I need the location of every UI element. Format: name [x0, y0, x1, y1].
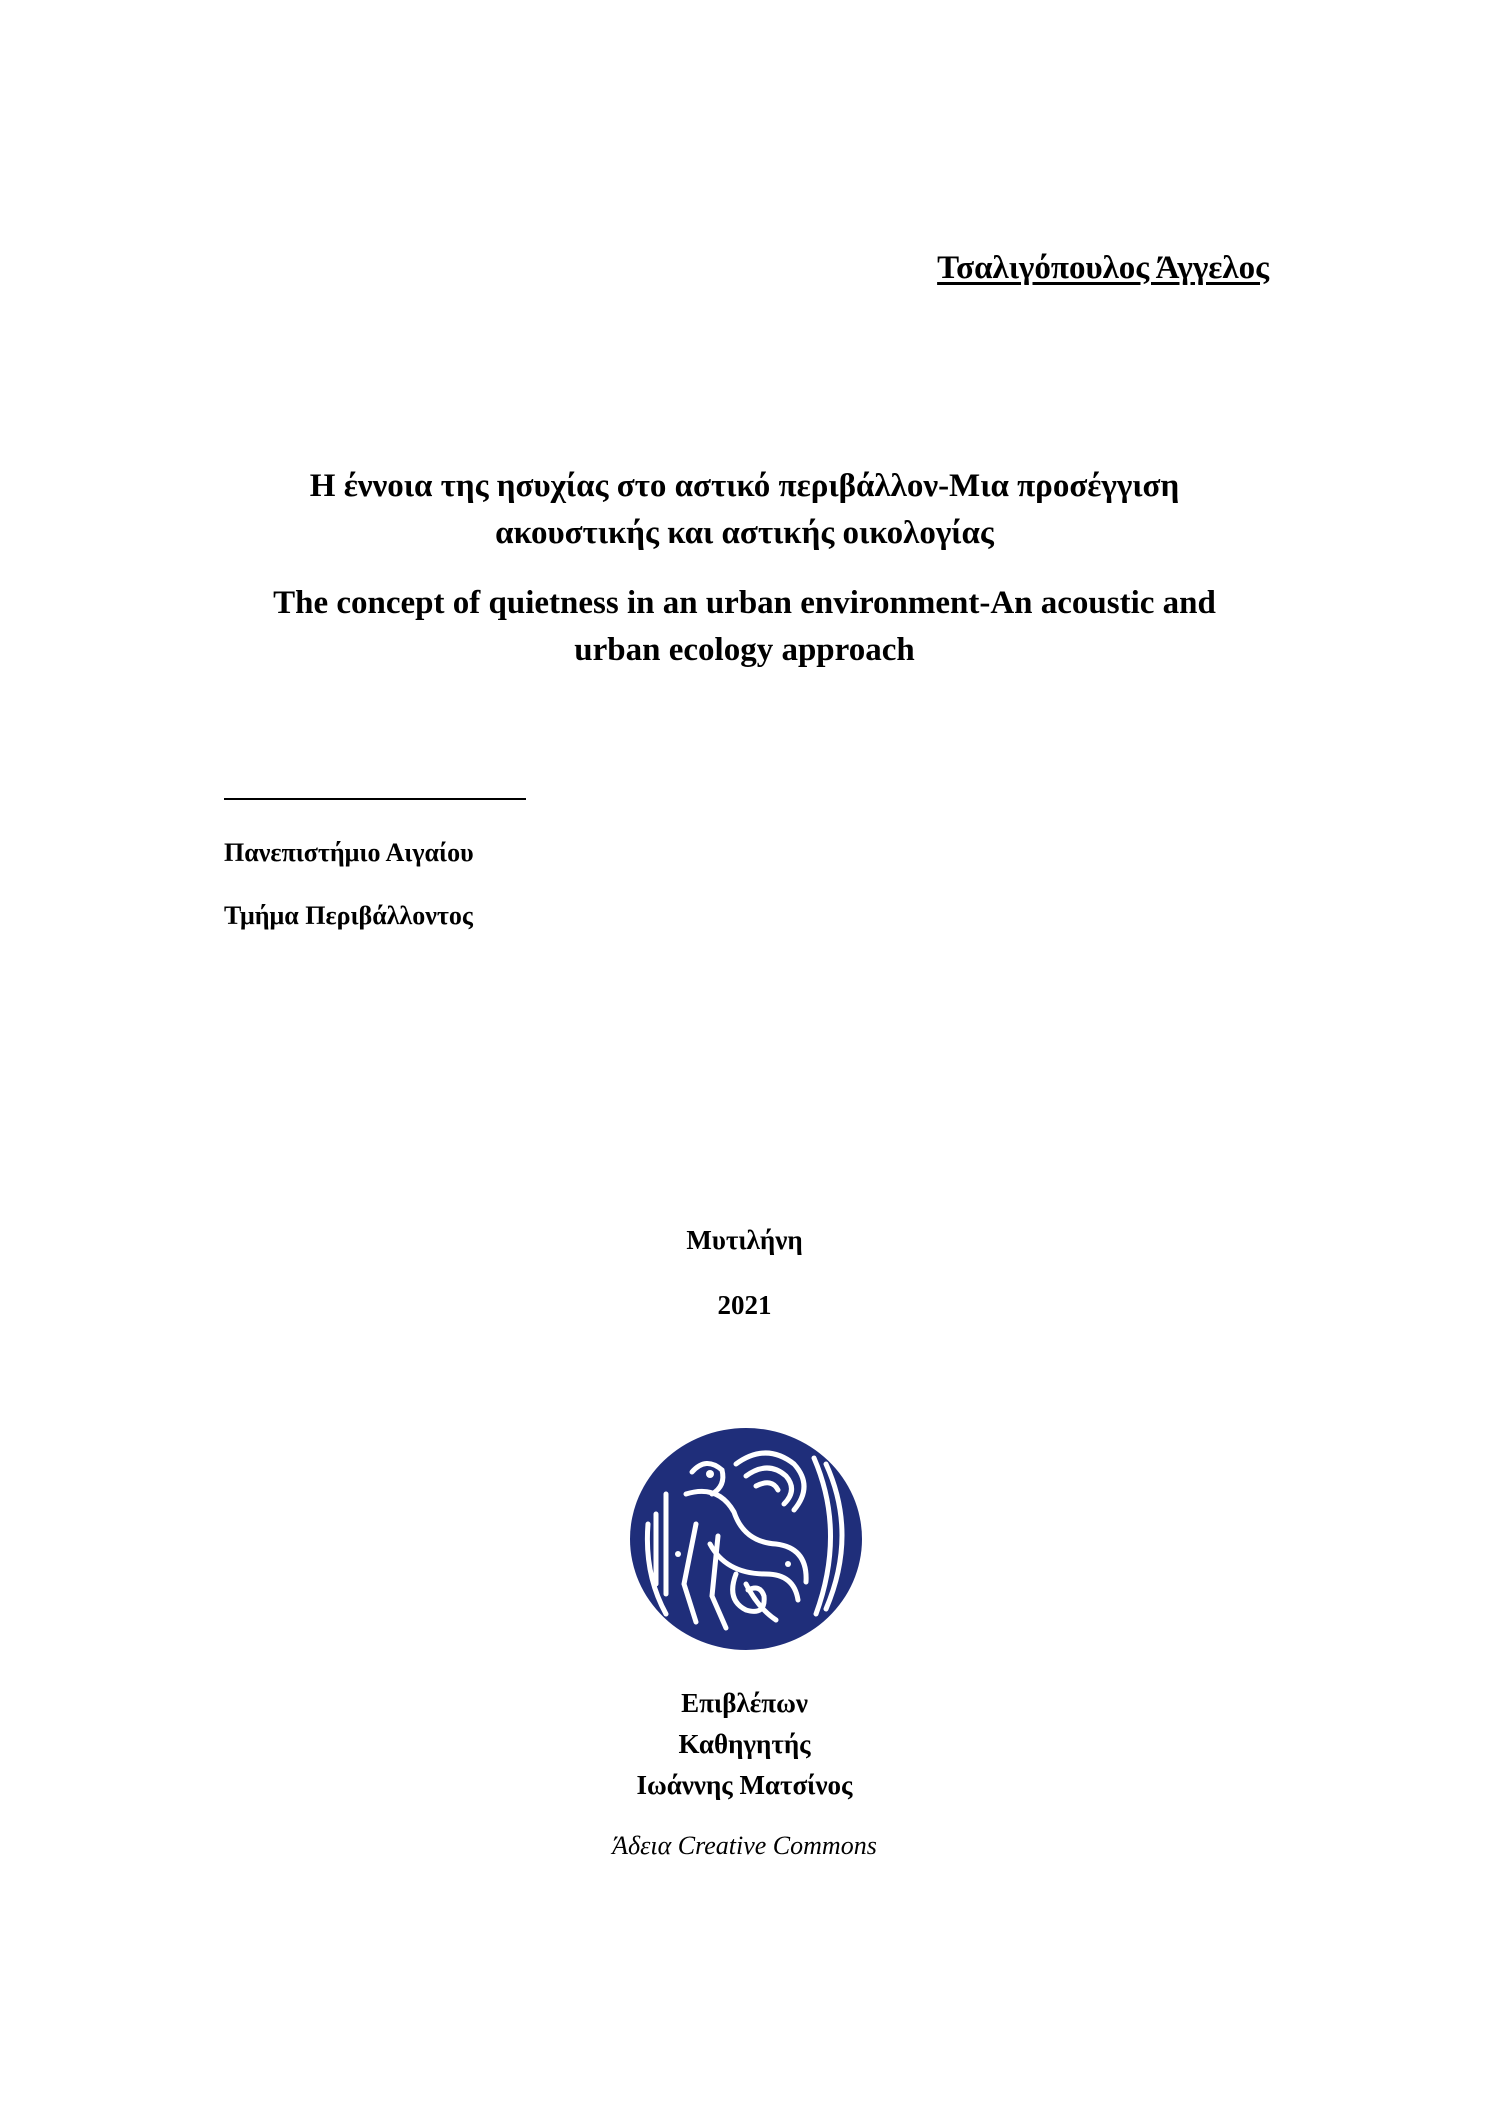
title-greek — [180, 463, 1309, 557]
supervisor-label: Επιβλέπων — [681, 1688, 808, 1718]
title-english-line-1: The concept of quietness in an urban environment-An acoustic and — [273, 585, 1216, 621]
year: 2021 — [717, 1290, 772, 1320]
university-seal-icon — [626, 1424, 866, 1654]
title-english-line-2: urban ecology approach — [574, 632, 915, 668]
author-name: Τσαλιγόπουλος Άγγελος — [937, 250, 1269, 286]
title-english — [180, 580, 1309, 674]
department-name: Τμήμα Περιβάλλοντος — [224, 901, 473, 930]
title-greek-line-1: Η έννοια της ησυχίας στο αστικό περιβάλλον-Μια προσέγγιση — [309, 468, 1180, 504]
title-greek-line-2: ακουστικής και αστικής οικολογίας — [495, 515, 994, 551]
license-text: Άδεια Creative Commons — [612, 1831, 877, 1860]
seal-graphic — [626, 1424, 866, 1654]
supervisor-title: Καθηγητής — [678, 1729, 811, 1759]
place: Μυτιλήνη — [686, 1225, 803, 1255]
divider-line — [224, 798, 526, 800]
university-name: Πανεπιστήμιο Αιγαίου — [224, 838, 474, 867]
supervisor-name: Ιωάννης Ματσίνος — [636, 1770, 853, 1800]
